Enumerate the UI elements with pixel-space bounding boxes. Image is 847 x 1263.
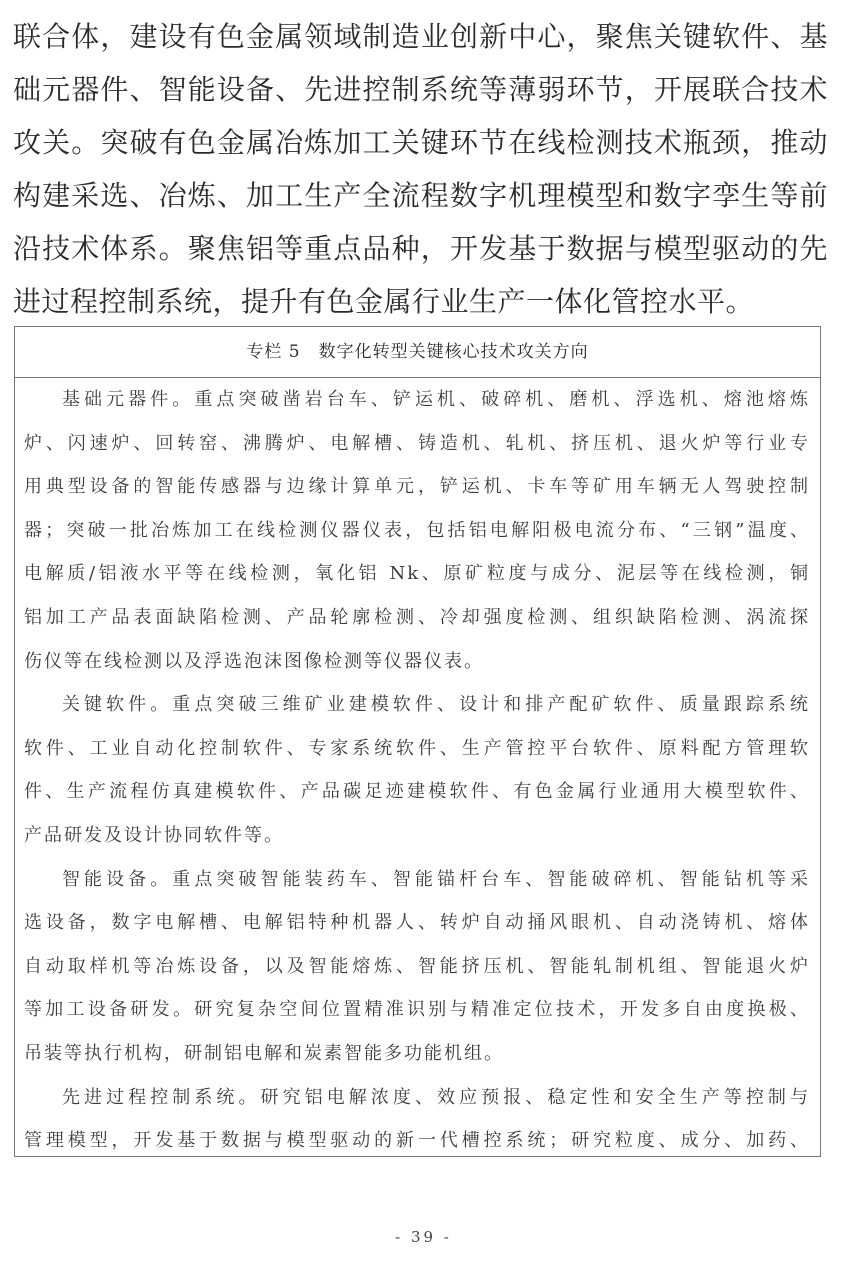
column-body — [15, 378, 820, 1163]
text-line: 基础元器件。重点突破凿岩台车、铲运机、破碎机、磨机、浮选机、熔池熔炼 — [62, 389, 810, 410]
intro-paragraph — [13, 10, 828, 328]
column-paragraph — [24, 683, 810, 857]
text-line: 炉、闪速炉、回转窑、沸腾炉、电解槽、铸造机、轧机、挤压机、退火炉等行业专 — [24, 432, 810, 454]
text-line: 件、生产流程仿真建模软件、产品碳足迹建模软件、有色金属行业通用大模型软件、 — [24, 781, 810, 803]
text-line: 器；突破一批冶炼加工在线检测仪器仪表，包括铝电解阳极电流分布、“三钢”温度、 — [24, 519, 810, 541]
text-line: 先进过程控制系统。研究铝电解浓度、效应预报、稳定性和安全生产等控制与 — [62, 1086, 810, 1108]
text-line: 联合体，建设有色金属领域制造业创新中心，聚焦关键软件、基 — [13, 20, 828, 53]
text-line: 智能设备。重点突破智能装药车、智能锚杆台车、智能破碎机、智能钻机等采 — [62, 868, 810, 890]
text-line: 软件、工业自动化控制软件、专家系统软件、生产管控平台软件、原料配方管理软 — [24, 737, 810, 759]
column-box — [14, 326, 821, 1157]
text-line: 自动取样机等冶炼设备，以及智能熔炼、智能挤压机、智能轧制机组、智能退火炉 — [24, 955, 810, 977]
column-title: 专栏 5 数字化转型关键核心技术攻关方向 — [15, 327, 820, 378]
text-line: 吊装等执行机构，研制铝电解和炭素智能多功能机组。 — [24, 1042, 504, 1064]
text-line: 构建采选、冶炼、加工生产全流程数字机理模型和数字孪生等前 — [13, 179, 828, 212]
text-line: 等加工设备研发。研究复杂空间位置精准识别与精准定位技术，开发多自由度换极、 — [24, 999, 810, 1021]
text-line: 础元器件、智能设备、先进控制系统等薄弱环节，开展联合技术 — [13, 73, 828, 106]
column-paragraph — [24, 858, 810, 1076]
text-line: 伤仪等在线检测以及浮选泡沫图像检测等仪器仪表。 — [24, 650, 484, 672]
text-line: 产品研发及设计协同软件等。 — [24, 824, 284, 846]
text-line: 沿技术体系。聚焦铝等重点品种，开发基于数据与模型驱动的先 — [13, 232, 828, 265]
text-line: 用典型设备的智能传感器与边缘计算单元，铲运机、卡车等矿用车辆无人驾驶控制 — [24, 476, 810, 498]
page-number: - 39 - — [395, 1228, 452, 1246]
text-line: 选设备，数字电解槽、电解铝特种机器人、转炉自动捅风眼机、自动浇铸机、熔体 — [24, 912, 810, 934]
text-line: 铝加工产品表面缺陷检测、产品轮廓检测、冷却强度检测、组织缺陷检测、涡流探 — [24, 606, 810, 628]
column-paragraph — [24, 1076, 810, 1163]
text-line: 攻关。突破有色金属冶炼加工关键环节在线检测技术瓶颈，推动 — [13, 126, 828, 159]
text-line: 电解质/铝液水平等在线检测，氧化铝 Nk、原矿粒度与成分、泥层等在线检测，铜 — [24, 563, 810, 585]
text-line: 关键软件。重点突破三维矿业建模软件、设计和排产配矿软件、质量跟踪系统 — [62, 694, 810, 716]
text-line: 管理模型，开发基于数据与模型驱动的新一代槽控系统；研究粒度、成分、加药、 — [24, 1130, 810, 1152]
text-line: 进过程控制系统，提升有色金属行业生产一体化管控水平。 — [13, 285, 755, 318]
column-paragraph — [24, 378, 810, 683]
